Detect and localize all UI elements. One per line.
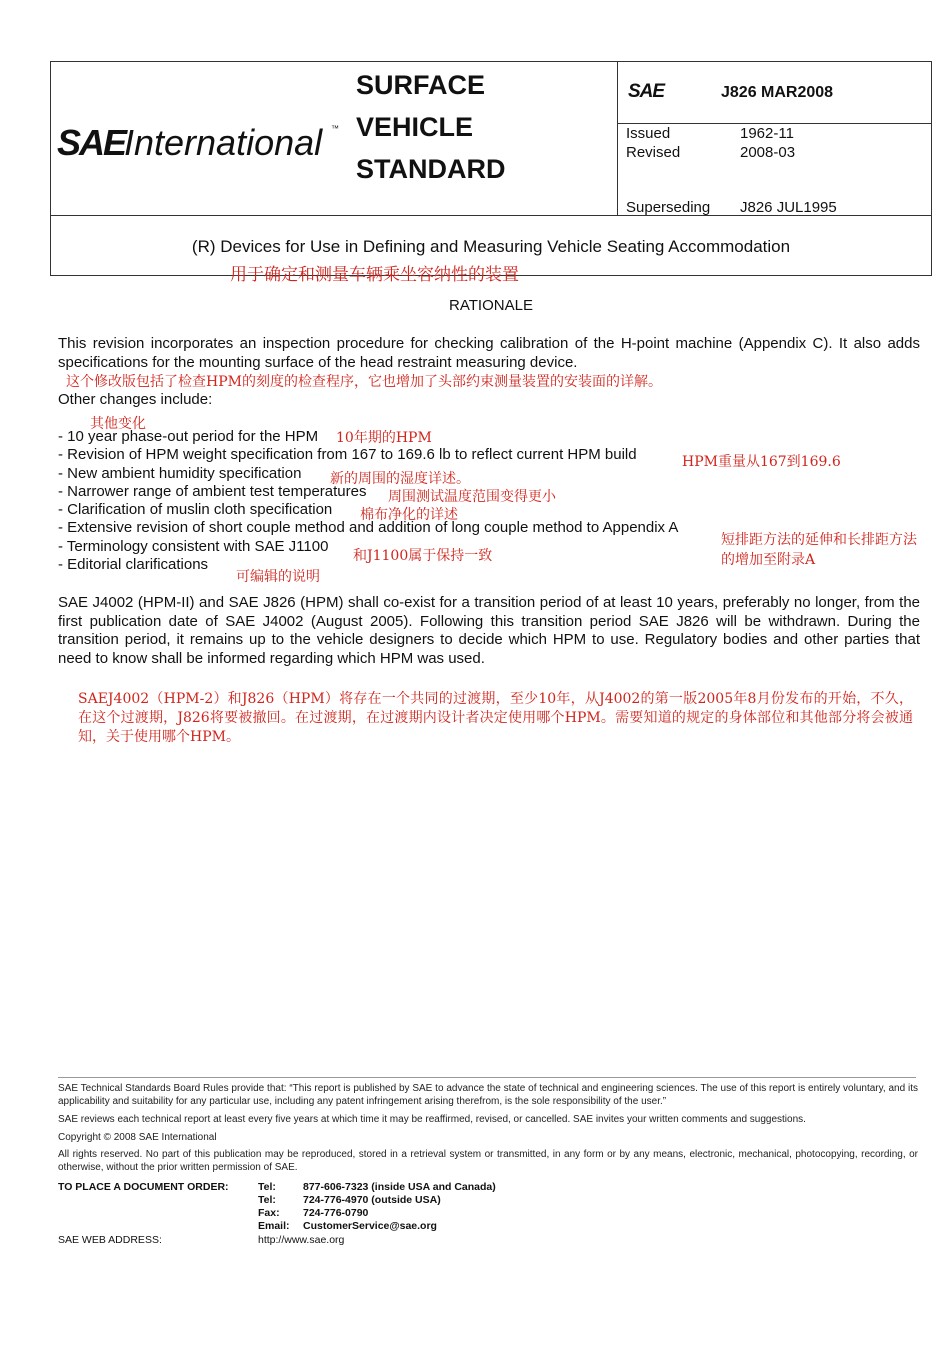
revised-label: Revised: [626, 144, 681, 161]
superseding-label: Superseding: [626, 199, 711, 216]
standard-type-line: SURFACE: [356, 70, 486, 100]
web-address-label: SAE WEB ADDRESS:: [58, 1234, 162, 1246]
document-number: J826 MAR2008: [721, 84, 834, 101]
transition-paragraph-cn: SAEJ4002（HPM-2）和J826（HPM）将存在一个共同的过渡期，至少10年，从J4002的第一版2005年8月份发布的开始，不久，在这个过渡期，J826将要被撤回。在过渡期，在过渡期内设计者决定使用哪个HPM。需要知道的规定的身体部位和其他部分将会被通知，关于使用哪个HPM。: [78, 691, 913, 745]
footer-rights: All rights reserved. No part of this publication may be reproduced, stored in a retrieval system or transmitted, in any form or by any means, electronic, mechanical, photocopying, recording, or otherwise, without the prior written permission of SAE.: [58, 1149, 918, 1173]
web-address-link[interactable]: http://www.sae.org: [258, 1234, 345, 1246]
footer-rules: SAE Technical Standards Board Rules provide that: “This report is published by SAE to advance the state of technical and engineering sciences. The use of this report is entirely voluntary, and its applicability and suitability for any particular use, including any patent infringement arising therefrom, is the sole responsibility of the user.”: [58, 1083, 918, 1107]
change-item: - Revision of HPM weight specification from 167 to 169.6 lb to reflect current HPM build: [58, 446, 637, 463]
change-item-cn: HPM重量从167到169.6: [682, 454, 841, 470]
contact-key: Tel:: [258, 1181, 276, 1193]
change-item: - Narrower range of ambient test temperatures: [58, 483, 367, 500]
sae-logo-word: International: [124, 122, 323, 163]
change-item-cn: 10年期的HPM: [336, 430, 432, 446]
contact-value: 877-606-7323 (inside USA and Canada): [303, 1181, 496, 1193]
issued-value: 1962-11: [740, 125, 794, 142]
contact-value: 724-776-0790: [303, 1207, 369, 1219]
document-title: (R) Devices for Use in Defining and Measuring Vehicle Seating Accommodation: [191, 237, 791, 256]
change-item: - Editorial clarifications: [58, 556, 209, 573]
transition-paragraph: SAE J4002 (HPM-II) and SAE J826 (HPM) shall co-exist for a transition period of at least 10 years, preferably no longer, from the first publication date of SAE J4002 (August 2005). Following this transition period SAE J826 will be withdrawn. During the transition period, it remains up to the vehicle designers to decide which HPM to use. Regulatory bodies and other parties that need to know shall be informed regarding which HPM was used.: [58, 594, 920, 667]
change-item-cn: 短排距方法的延伸和长排距方法的增加至附录A: [721, 532, 917, 568]
rationale-intro-cn: 这个修改版包括了检查HPM的刻度的检查程序，它也增加了头部约束测量装置的安装面的详解。: [66, 374, 662, 390]
order-label: TO PLACE A DOCUMENT ORDER:: [58, 1181, 229, 1193]
standard-type-line: STANDARD: [356, 154, 506, 184]
superseding-value: J826 JUL1995: [740, 199, 837, 216]
sae-logo-brand: SAE: [57, 122, 126, 163]
other-changes-cn: 其他变化: [90, 416, 146, 432]
revised-value: 2008-03: [740, 144, 796, 161]
standard-type-line: VEHICLE: [356, 112, 474, 142]
document-title-cn: 用于确定和测量车辆乘坐容纳性的装置: [230, 265, 519, 285]
contact-key: Tel:: [258, 1194, 276, 1206]
footer-rule: [58, 1077, 916, 1078]
sae-small-logo: SAE: [628, 81, 665, 102]
trademark-mark: ™: [331, 124, 339, 133]
rationale-heading: RATIONALE: [449, 297, 533, 314]
email-link[interactable]: CustomerService@sae.org: [303, 1220, 437, 1232]
header-divider-vertical: [617, 61, 618, 215]
change-item-cn: 可编辑的说明: [236, 569, 320, 585]
change-item: - New ambient humidity specification: [58, 465, 302, 482]
change-item-cn: 新的周围的湿度详述。: [330, 471, 470, 487]
change-item-cn: 和J1100属于保持一致: [353, 548, 493, 564]
change-item-cn: 棉布净化的详述: [360, 507, 458, 523]
contact-key: Email:: [258, 1220, 290, 1232]
other-changes-heading: Other changes include:: [58, 391, 213, 408]
change-item: - 10 year phase-out period for the HPM: [58, 428, 319, 445]
standard-type: [356, 64, 556, 190]
contact-key: Fax:: [258, 1207, 280, 1219]
rationale-intro: This revision incorporates an inspection procedure for checking calibration of the H-point machine (Appendix C). It also adds specifications for the mounting surface of the head restraint measuring device.: [58, 335, 920, 371]
issued-label: Issued: [626, 125, 671, 142]
change-item-cn: 周围测试温度范围变得更小: [388, 489, 556, 505]
change-item: - Clarification of muslin cloth specification: [58, 501, 333, 518]
contact-value: 724-776-4970 (outside USA): [303, 1194, 441, 1206]
header-divider-right: [617, 123, 932, 124]
change-item: - Terminology consistent with SAE J1100: [58, 538, 329, 555]
footer-copyright: Copyright © 2008 SAE International: [58, 1132, 217, 1143]
change-item: - Extensive revision of short couple method and addition of long couple method to Appendix A: [58, 519, 679, 536]
footer-review: SAE reviews each technical report at least every five years at which time it may be reaffirmed, revised, or cancelled. SAE invites your written comments and suggestions.: [58, 1114, 806, 1125]
